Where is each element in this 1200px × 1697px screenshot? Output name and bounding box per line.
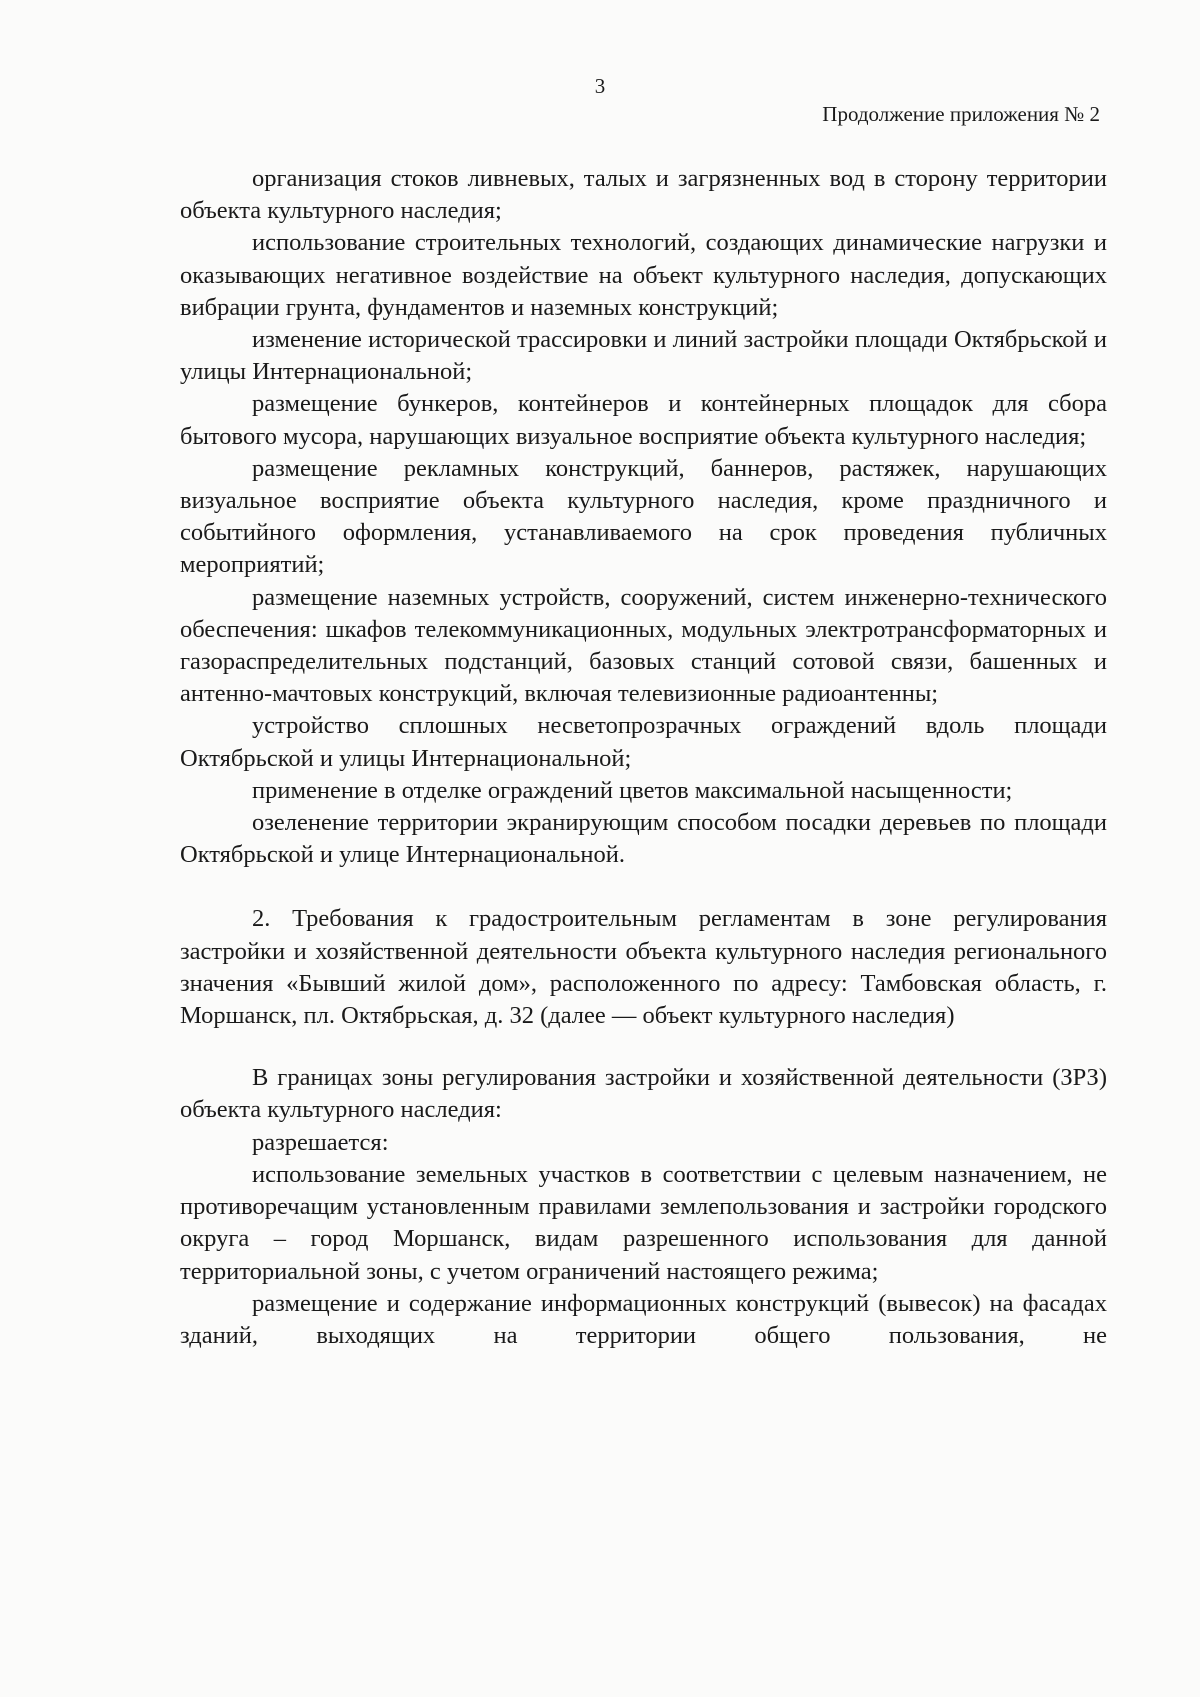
paragraph-engineering-devices: размещение наземных устройств, сооружений, систем инженерно-технического обеспечения: шкафов телекоммуникационных, модульных электротрансформаторных и газораспределительных подстанций, базовых станций сотовой связи, башенных и антенно-мачтовых конструкций, включая телевизионные радиоантенны; (180, 583, 1107, 708)
paragraph-permitted-label: разрешается: (252, 1128, 389, 1156)
paragraph-storm-water: организация стоков ливневых, талых и загрязненных вод в сторону территории объекта культурного наследия; (180, 165, 1107, 225)
paragraph-waste-containers: размещение бункеров, контейнеров и контейнерных площадок для сбора бытового мусора, нарушающих визуальное восприятие объекта культурного наследия; (180, 390, 1107, 450)
paragraph-land-use: использование земельных участков в соответствии с целевым назначением, не противоречащим установленным правилами землепользования и застройки городского округа – город Моршанск, видам разрешенного использования для данной территориальной зоны, с учетом ограничений настоящего режима; (180, 1160, 1107, 1285)
appendix-note: Продолжение приложения № 2 (822, 102, 1100, 126)
paragraph-solid-fences: устройство сплошных несветопрозрачных ограждений вдоль площади Октябрьской и улицы Интернациональной; (180, 712, 1107, 772)
document-body (180, 163, 1107, 1352)
paragraph-historical-tracing: изменение исторической трассировки и линий застройки площади Октябрьской и улицы Интернациональной; (180, 326, 1107, 386)
paragraph-fence-colors: применение в отделке ограждений цветов максимальной насыщенности; (252, 776, 1013, 804)
page-number: 3 (594, 74, 606, 98)
paragraph-signage: размещение и содержание информационных конструкций (вывесок) на фасадах зданий, выходящих на территории общего пользования, не (180, 1289, 1107, 1349)
paragraph-zone-intro: В границах зоны регулирования застройки и хозяйственной деятельности (ЗРЗ) объекта культурного наследия: (180, 1064, 1107, 1124)
paragraph-construction-technologies: использование строительных технологий, создающих динамические нагрузки и оказывающих негативное воздействие на объект культурного наследия, допускающих вибрации грунта, фундаментов и наземных конструкций; (180, 229, 1107, 321)
paragraph-advertising: размещение рекламных конструкций, баннеров, растяжек, нарушающих визуальное восприятие объекта культурного наследия, кроме праздничного и событийного оформления, устанавливаемого на срок проведения публичных мероприятий; (180, 454, 1107, 579)
section-heading-2: 2. Требования к градостроительным регламентам в зоне регулирования застройки и хозяйственной деятельности объекта культурного наследия регионального значения «Бывший жилой дом», расположенного по адресу: Тамбовская область, г. Моршанск, пл. Октябрьская, д. 32 (далее — объект культурного наследия) (180, 905, 1107, 1030)
paragraph-landscaping: озеленение территории экранирующим способом посадки деревьев по площади Октябрьской и улице Интернациональной. (180, 809, 1107, 869)
